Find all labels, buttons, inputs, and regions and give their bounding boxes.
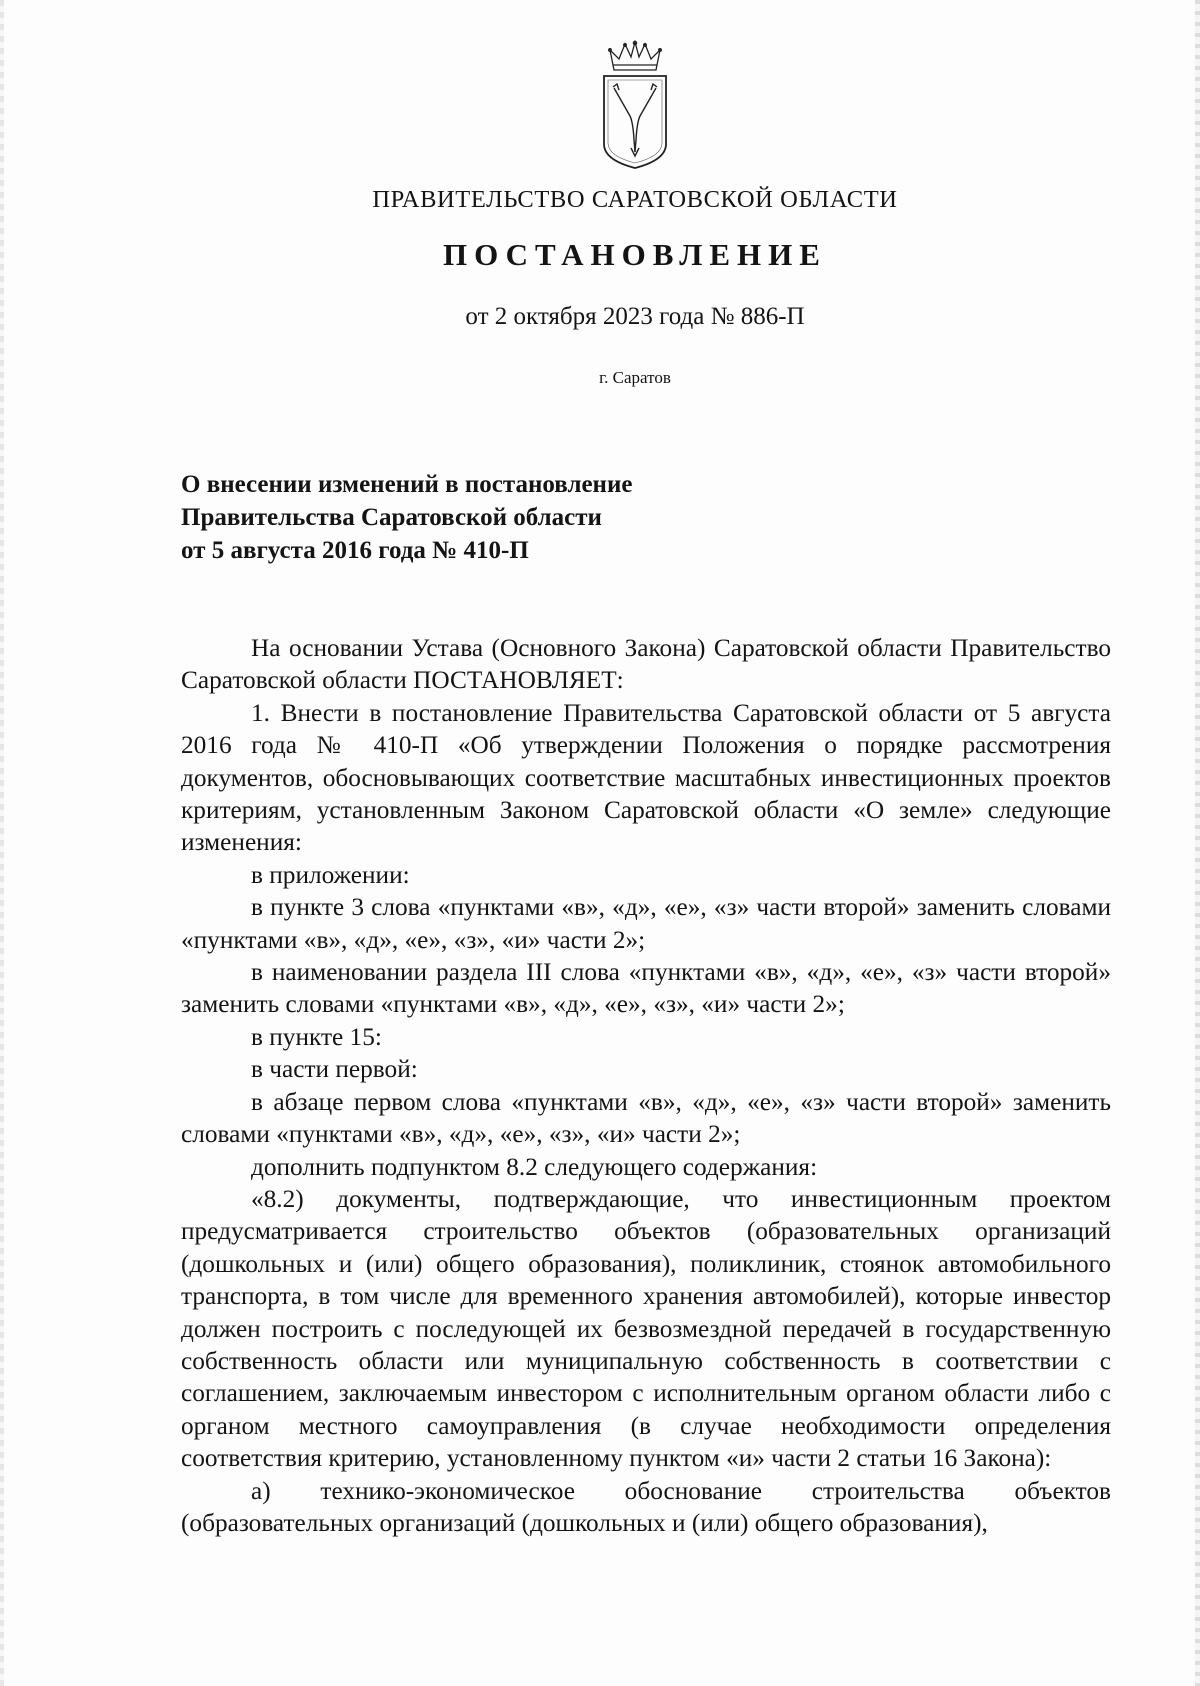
body-paragraph: 1. Внести в постановление Правительства Саратовской области от 5 августа 2016 года № 410-П «Об утверждении Положения о порядке рассмотрения документов, обосновывающих соответствие масштабных инвестиционных проектов критериям, установленным Законом Саратовской области «О земле» следующие изменения: — [181, 698, 1111, 857]
subject-line: Правительства Саратовской области — [181, 504, 602, 531]
organization-name: ПРАВИТЕЛЬСТВО САРАТОВСКОЙ ОБЛАСТИ — [372, 186, 898, 213]
document-subject — [181, 468, 881, 567]
document-type: ПОСТАНОВЛЕНИЕ — [443, 237, 827, 272]
body-paragraph: «8.2) документы, подтверждающие, что инвестиционным проектом предусматривается строительство объектов (образовательных организаций (дошкольных и (или) общего образования), поликлиник, стоянок автомобильного транспорта, в том числе для временного хранения автомобилей), которые инвестор должен построить с последующей их безвозмездной передачей в государственную собственность области или муниципальную собственность в соответствии с соглашением, заключаемым инвестором с исполнительным органом области либо с органом местного самоуправления (в случае необходимости определения соответствия критерию, установленному пунктом «и» части 2 статьи 16 Закона): — [181, 1184, 1111, 1473]
body-paragraph: На основании Устава (Основного Закона) Саратовской области Правительство Саратовской области ПОСТАНОВЛЯЕТ: — [181, 634, 1111, 695]
document-city: г. Саратов — [599, 368, 671, 387]
body-paragraph: в пункте 3 слова «пунктами «в», «д», «е», «з» части второй» заменить словами «пунктами «в», «д», «е», «з», «и» части 2»; — [181, 893, 1111, 954]
body-paragraph: в наименовании раздела III слова «пунктами «в», «д», «е», «з» части второй» заменить словами «пунктами «в», «д», «е», «з», «и» части 2»; — [181, 958, 1111, 1019]
document-date-number: от 2 октября 2023 года № 886-П — [465, 303, 805, 330]
body-paragraph: а) технико-экономическое обоснование строительства объектов (образовательных организаций (дошкольных и (или) общего образования), — [181, 1476, 1111, 1537]
document-body — [181, 632, 1111, 1539]
body-paragraph: в части первой: — [251, 1055, 418, 1084]
subject-line: от 5 августа 2016 года № 410-П — [181, 537, 529, 564]
body-paragraph: в пункте 15: — [251, 1022, 382, 1051]
body-paragraph: в приложении: — [251, 860, 410, 889]
coat-of-arms-icon — [600, 40, 670, 170]
body-paragraph: в абзаце первом слова «пунктами «в», «д», «е», «з» части второй» заменить словами «пунктами «в», «д», «е», «з», «и» части 2»; — [181, 1087, 1111, 1149]
subject-line: О внесении изменений в постановление — [181, 471, 633, 498]
body-paragraph: дополнить подпунктом 8.2 следующего содержания: — [251, 1152, 818, 1181]
